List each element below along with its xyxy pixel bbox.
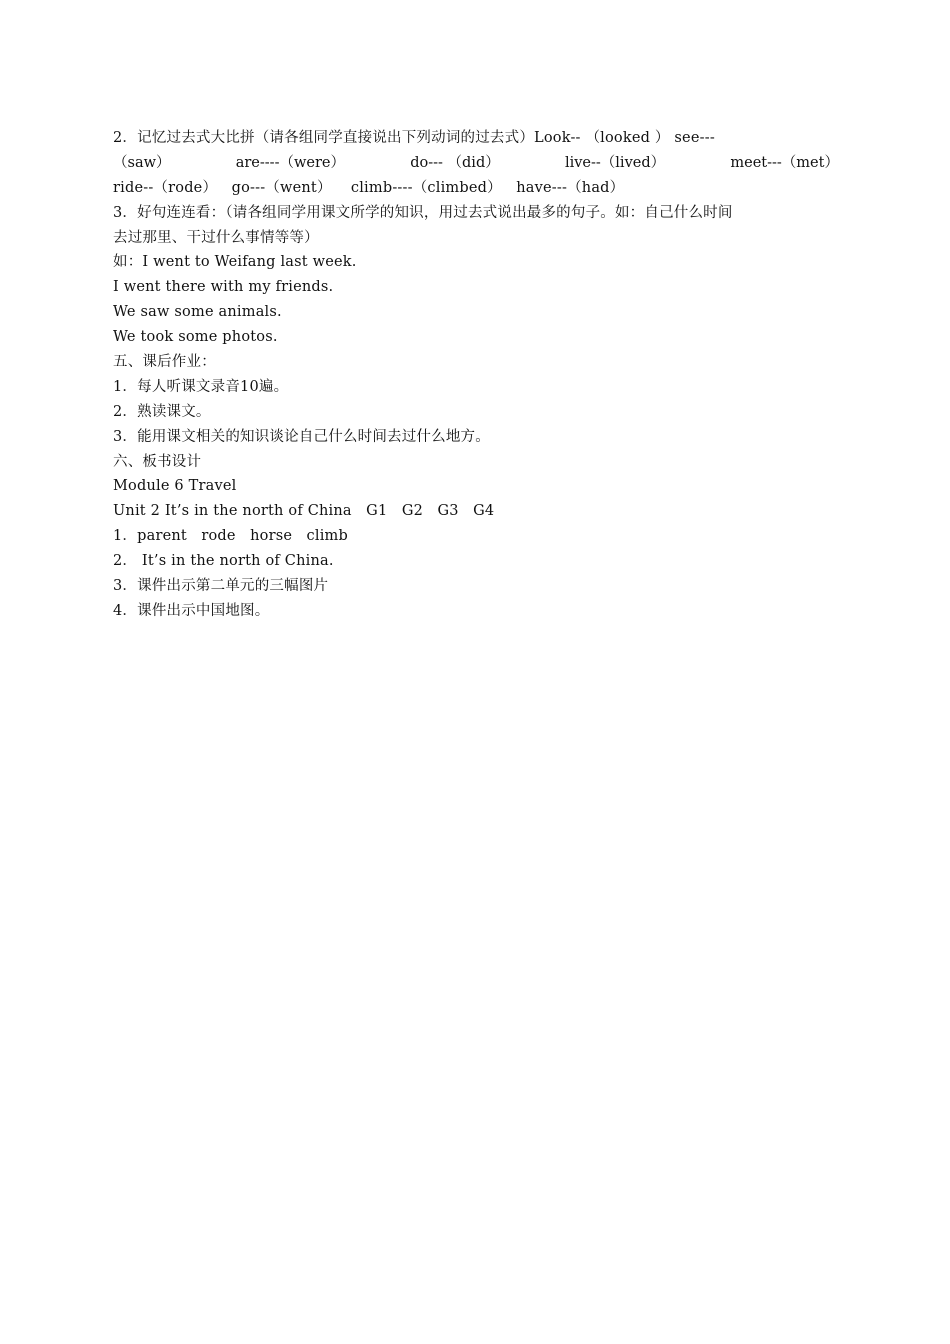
homework-item: 1．每人听课文录音10遍。	[113, 378, 289, 395]
board-module: Module 6 Travel	[113, 478, 237, 495]
item2-line2	[113, 151, 839, 176]
homework-item: 3．能用课文相关的知识谈论自己什么时间去过什么地方。	[113, 428, 490, 445]
document-body	[113, 126, 839, 624]
verb-did: do--- （did）	[410, 154, 500, 171]
verb-lived: live--（lived）	[564, 154, 666, 171]
item2-line3: ride--（rode） go---（went） climb----（climbed） have---（had）	[113, 179, 625, 196]
example-sentence: We took some photos.	[113, 329, 278, 346]
section-heading-board: 六、板书设计	[113, 453, 202, 470]
verb-met: meet---（met）	[730, 154, 839, 171]
example-sentence: 如：I went to Weifang last week.	[113, 254, 357, 271]
board-unit: Unit 2 It’s in the north of China G1 G2 G3 G4	[113, 503, 495, 520]
board-item: 2． It’s in the north of China.	[113, 553, 334, 570]
item3-line2: 去过那里、干过什么事情等等）	[113, 229, 319, 246]
item2-line1: 2．记忆过去式大比拼（请各组同学直接说出下列动词的过去式）Look-- （looked ） see---	[113, 130, 715, 146]
verb-were: are----（were）	[235, 154, 345, 171]
section-heading-homework: 五、课后作业：	[113, 354, 216, 371]
board-item: 4．课件出示中国地图。	[113, 602, 270, 619]
example-sentence: We saw some animals.	[113, 304, 282, 321]
homework-item: 2．熟读课文。	[113, 403, 211, 420]
board-item: 1．parent rode horse climb	[113, 528, 348, 545]
verb-saw: （saw）	[113, 154, 171, 171]
example-sentence: I went there with my friends.	[113, 279, 334, 296]
board-item: 3．课件出示第二单元的三幅图片	[113, 578, 329, 595]
item3-line1: 3．好句连连看：（请各组同学用课文所学的知识，用过去式说出最多的句子。如：自己什么时间	[113, 204, 733, 221]
